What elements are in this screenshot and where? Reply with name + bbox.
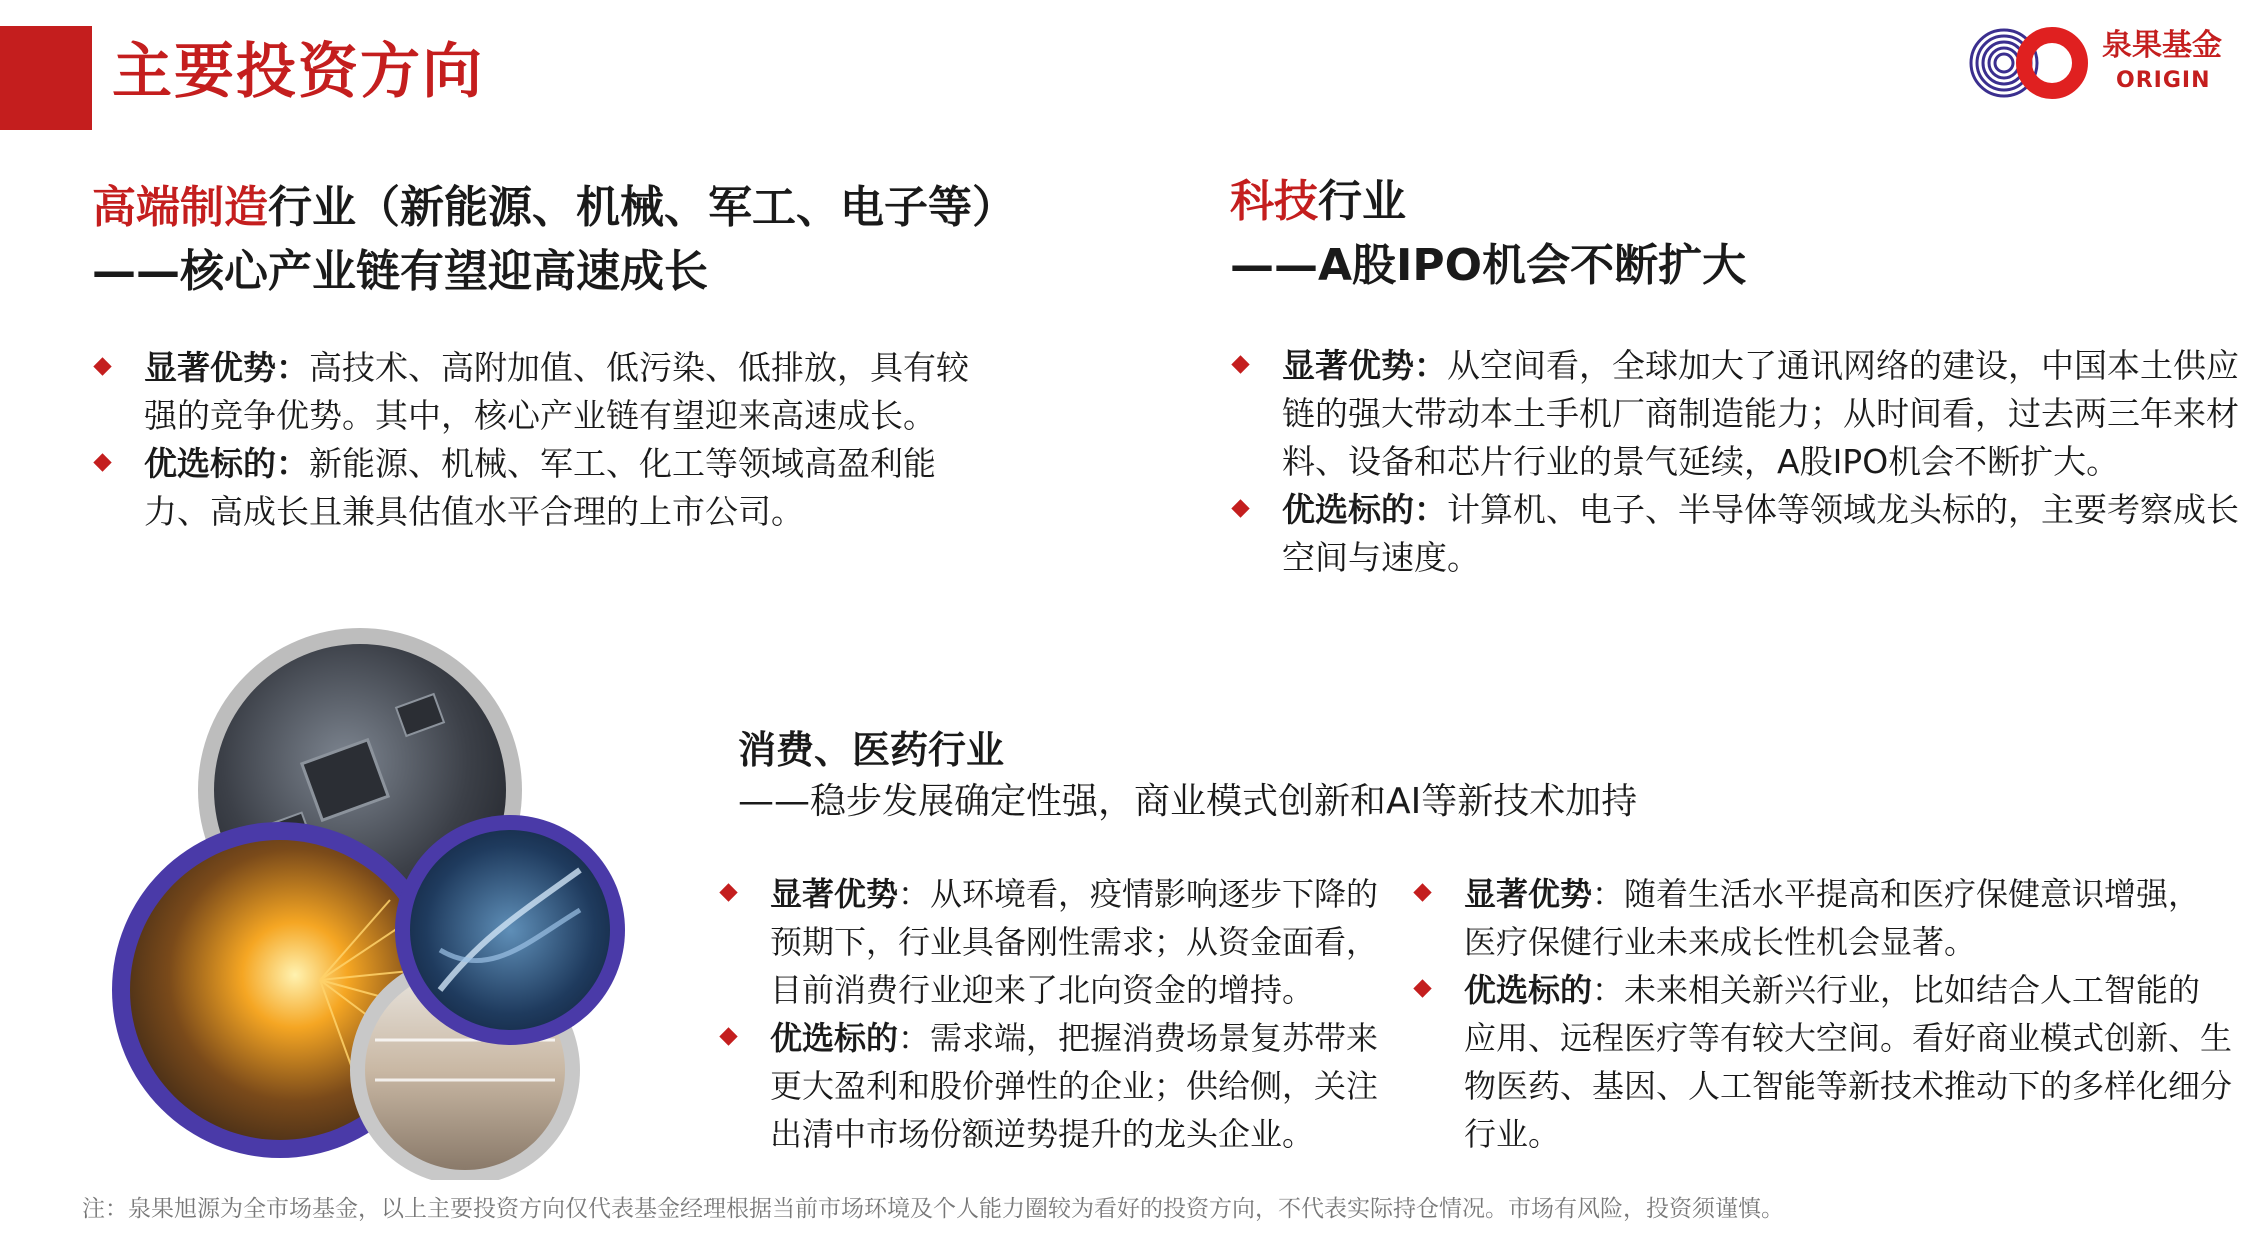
title-accent-block [0, 26, 92, 130]
section1-heading-rest: 行业（新能源、机械、军工、电子等） [268, 182, 1016, 233]
section3-heading: 消费、医药行业 [738, 728, 1005, 772]
section3-left-bullets [718, 870, 1398, 1158]
section1-subheading: ——核心产业链有望迎高速成长 [92, 246, 708, 297]
section3-left-bullet-targets: 优选标的：需求端，把握消费场景复苏带来更大盈利和股价弹性的企业；供给侧，关注出清中市场份额逆势提升的龙头企业。 [718, 1014, 1398, 1158]
section3-right-bullet-targets: 优选标的：未来相关新兴行业，比如结合人工智能的应用、远程医疗等有较大空间。看好商业模式创新、生物医药、基因、人工智能等新技术推动下的多样化细分行业。 [1412, 966, 2232, 1158]
section3-left-bullet-advantage: 显著优势：从环境看，疫情影响逐步下降的预期下，行业具备刚性需求；从资金面看，目前消费行业迎来了北向资金的增持。 [718, 870, 1398, 1014]
company-logo [1960, 18, 2240, 108]
bullet-diamond-icon [93, 357, 111, 375]
industry-photo-collage [110, 620, 670, 1180]
section1-bullet-targets: 优选标的：新能源、机械、军工、化工等领域高盈利能力、高成长且兼具估值水平合理的上市公司。 [92, 440, 972, 536]
section1-bullet-advantage: 显著优势：高技术、高附加值、低污染、低排放，具有较强的竞争优势。其中，核心产业链有望迎来高速成长。 [92, 344, 972, 440]
section2-bullet-targets: 优选标的：计算机、电子、半导体等领域龙头标的，主要考察成长空间与速度。 [1230, 486, 2240, 582]
section2-subheading: ——A股IPO机会不断扩大 [1230, 240, 1747, 291]
bullet-diamond-icon [1231, 355, 1249, 373]
footnote-disclaimer: 注：泉果旭源为全市场基金，以上主要投资方向仅代表基金经理根据当前市场环境及个人能力圈较为看好的投资方向，不代表实际持仓情况。市场有风险，投资须谨慎。 [82, 1196, 1784, 1222]
section2-bullets [1230, 342, 2240, 582]
bullet-diamond-icon [1231, 499, 1249, 517]
photo-dna [410, 830, 610, 1030]
section-technology [1230, 170, 1746, 298]
section1-heading [92, 176, 1016, 240]
section-consumer-pharma [738, 724, 1637, 828]
bullet-diamond-icon [93, 453, 111, 471]
section2-bullet-advantage: 显著优势：从空间看，全球加大了通讯网络的建设，中国本土供应链的强大带动本土手机厂商制造能力；从时间看，过去两三年来材料、设备和芯片行业的景气延续，A股IPO机会不断扩大。 [1230, 342, 2240, 486]
section2-heading-rest: 行业 [1318, 176, 1406, 227]
section2-heading [1230, 170, 1746, 234]
origin-logo-icon [1960, 18, 2100, 108]
section3-right-bullets [1412, 870, 2232, 1158]
section-high-end-manufacturing [92, 176, 1016, 304]
section1-heading-highlight: 高端制造 [92, 182, 268, 233]
section2-heading-highlight: 科技 [1230, 176, 1318, 227]
section3-subheading: ——稳步发展确定性强，商业模式创新和AI等新技术加持 [738, 781, 1638, 822]
section3-right-bullet-advantage: 显著优势：随着生活水平提高和医疗保健意识增强，医疗保健行业未来成长性机会显著。 [1412, 870, 2232, 966]
bullet-diamond-icon [1413, 883, 1431, 901]
bullet-diamond-icon [719, 883, 737, 901]
logo-subtitle: ORIGIN [2116, 68, 2211, 93]
section1-bullets [92, 344, 972, 536]
bullet-diamond-icon [1413, 979, 1431, 997]
bullet-diamond-icon [719, 1027, 737, 1045]
logo-name: 泉果基金 [2102, 28, 2222, 63]
page-title: 主要投资方向 [112, 37, 484, 107]
